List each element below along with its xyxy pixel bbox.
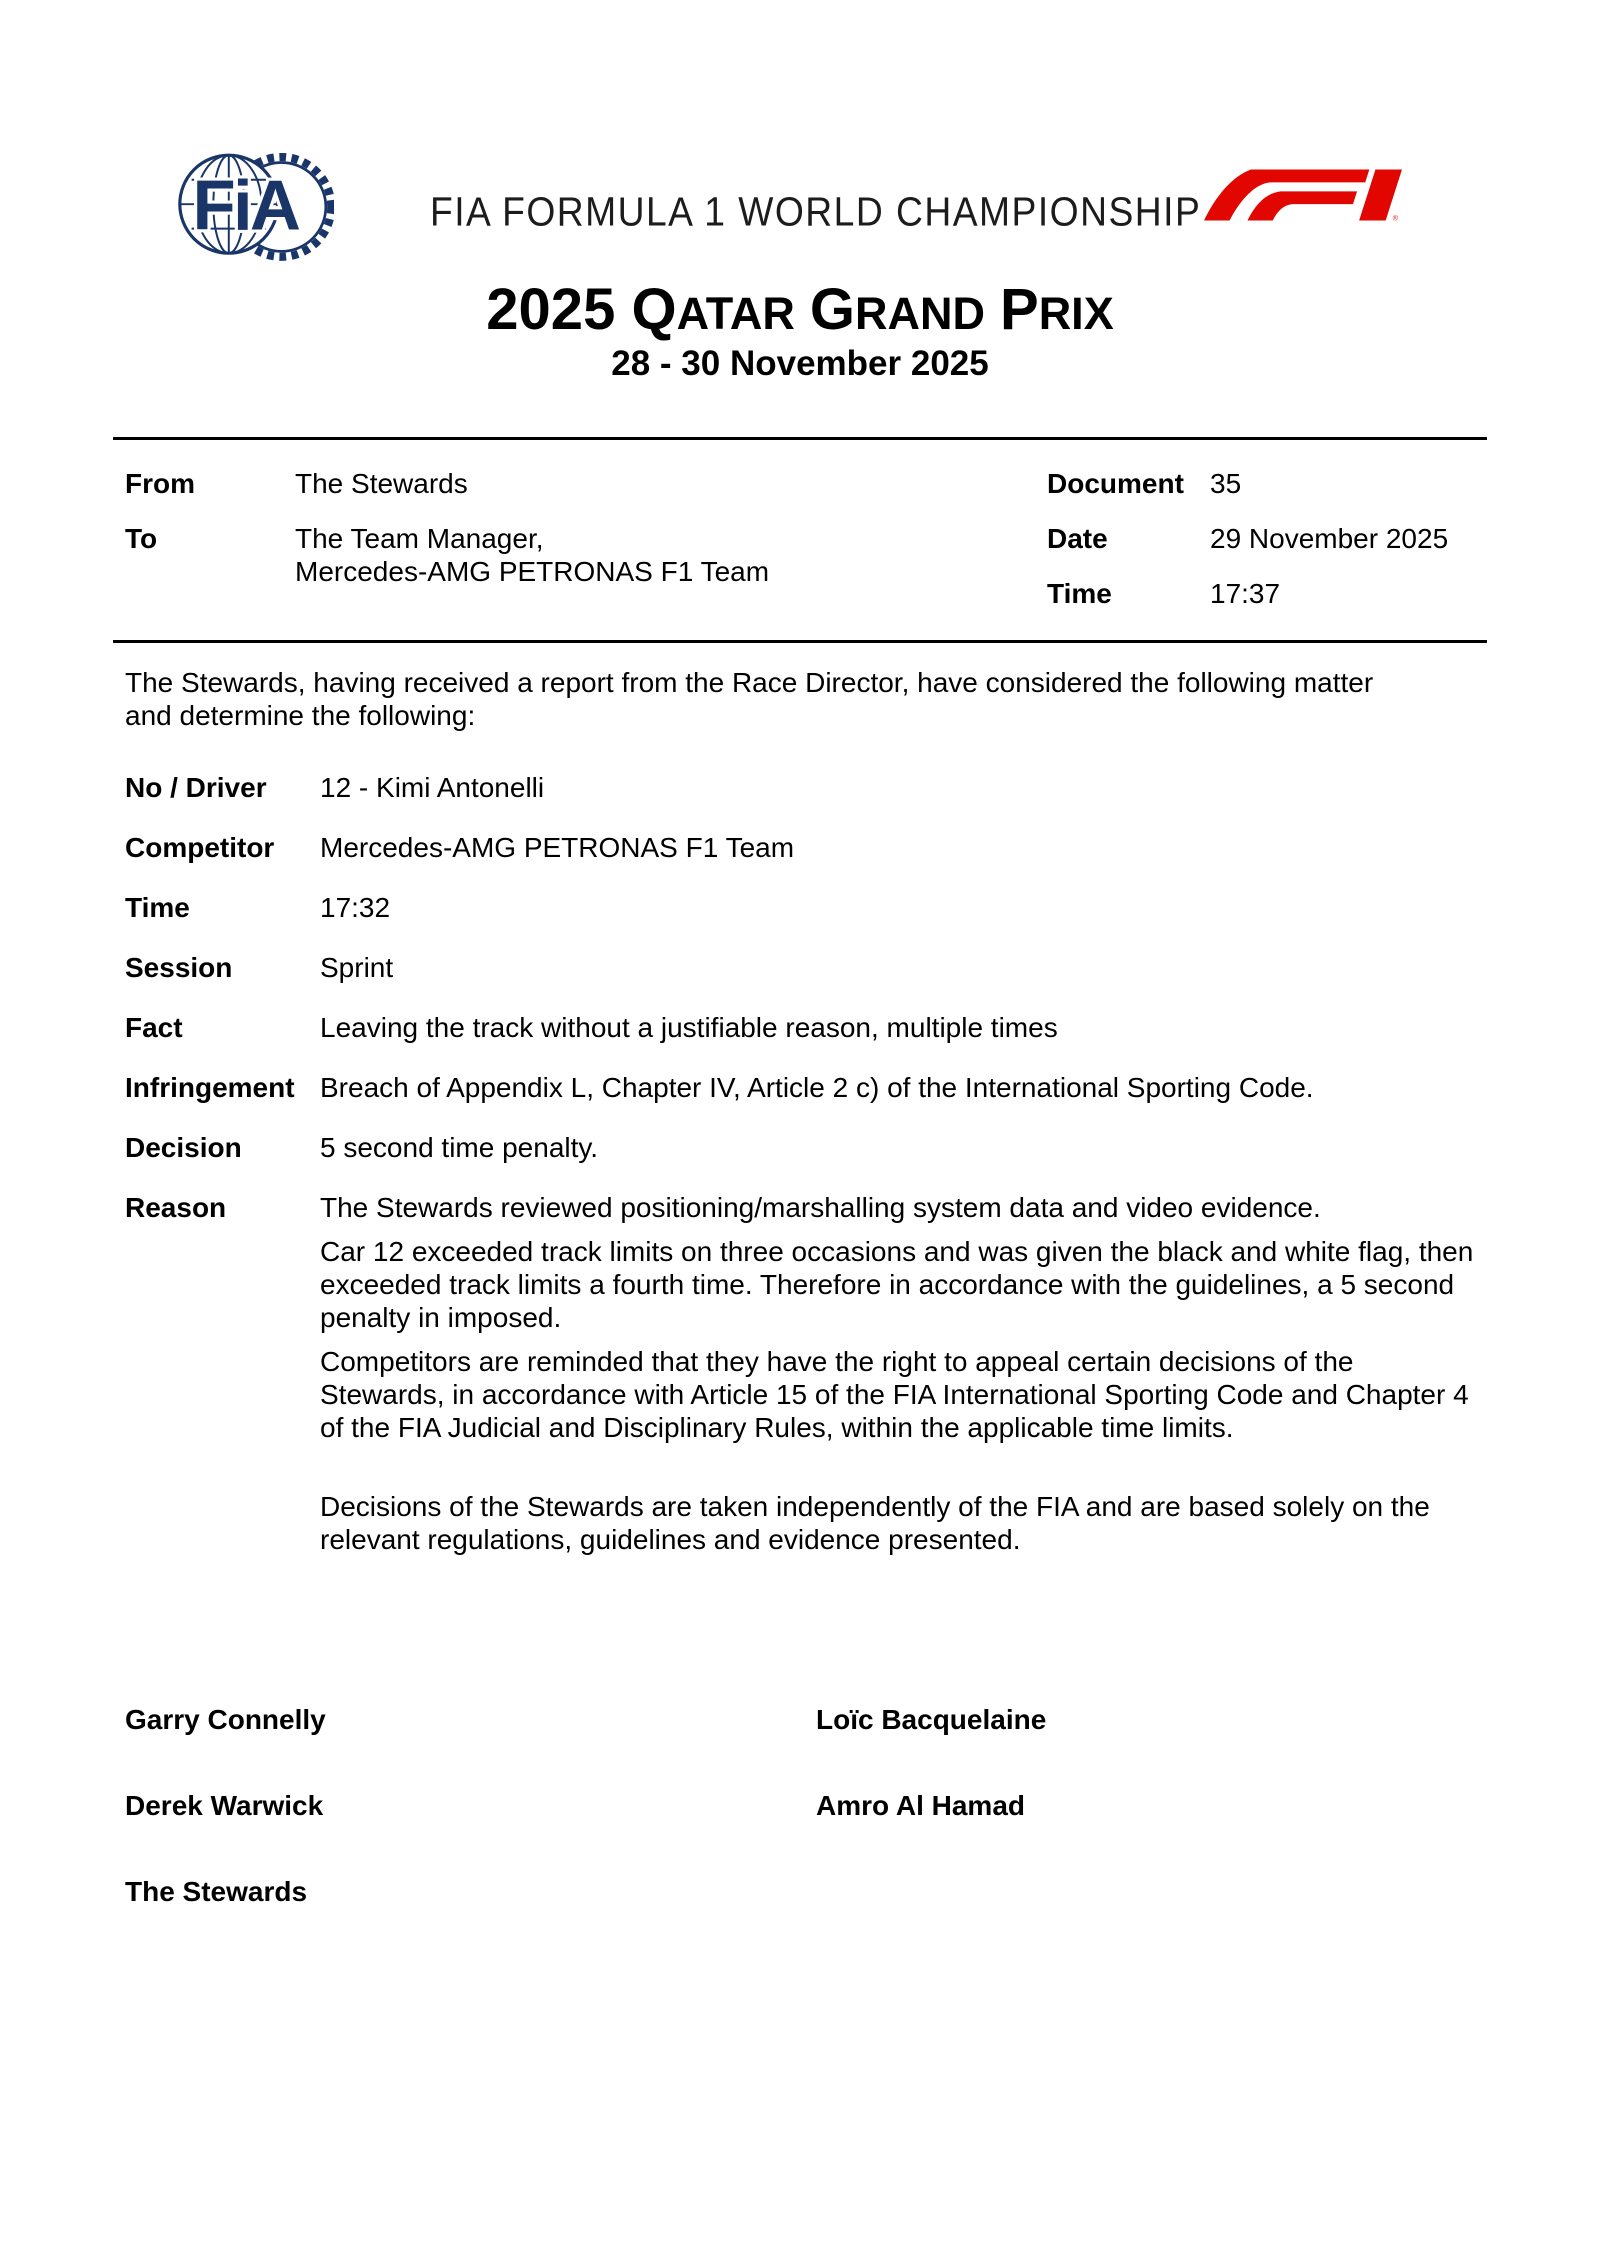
event-title-part: ATAR <box>676 288 795 339</box>
infringement-label: Infringement <box>125 1072 295 1103</box>
f1-logo-icon <box>1203 166 1403 224</box>
reason-paragraph: Competitors are reminded that they have the right to appeal certain decisions of the Stewards, in accordance with Article 15 of the FIA International Sporting Code and Chapter 4 of the FIA Judicial and Disciplinary Rules, within the applicable time limits. <box>320 1346 1469 1443</box>
f1-logo <box>1203 166 1403 224</box>
no-driver-value: 12 - Kimi Antonelli <box>320 772 545 803</box>
incident-time-label: Time <box>125 892 190 923</box>
event-title-part: 2025 Q <box>486 277 677 342</box>
session-label: Session <box>125 952 233 983</box>
time-label: Time <box>1047 578 1112 609</box>
reason-paragraph: The Stewards reviewed positioning/marshalling system data and video evidence. <box>320 1192 1321 1223</box>
signature-steward-1: Garry Connelly <box>125 1704 326 1735</box>
signature-steward-3: Derek Warwick <box>125 1790 324 1821</box>
fia-monogram-text: FiA <box>192 165 299 245</box>
reason-label: Reason <box>125 1192 227 1223</box>
time-value: 17:37 <box>1210 578 1281 609</box>
event-title-part: RAND <box>855 288 985 339</box>
fact-label: Fact <box>125 1012 183 1043</box>
session-value: Sprint <box>320 952 394 983</box>
infringement-value: Breach of Appendix L, Chapter IV, Article 2 c) of the International Sporting Code. <box>320 1072 1314 1103</box>
document-value: 35 <box>1210 468 1242 499</box>
to-label: To <box>125 523 158 554</box>
independence-note: Decisions of the Stewards are taken independently of the FIA and are based solely on the relevant regulations, guidelines and evidence presented. <box>320 1491 1430 1555</box>
to-value-line1: The Team Manager, <box>295 523 544 554</box>
competitor-label: Competitor <box>125 832 275 863</box>
date-label: Date <box>1047 523 1108 554</box>
fia-logo <box>178 142 334 270</box>
fia-globe-gear-icon <box>178 142 334 270</box>
date-value: 29 November 2025 <box>1210 523 1449 554</box>
event-title-part: RIX <box>1038 288 1114 339</box>
decision-label: Decision <box>125 1132 242 1163</box>
from-value: The Stewards <box>295 468 468 499</box>
no-driver-label: No / Driver <box>125 772 267 803</box>
intro-paragraph: The Stewards, having received a report from the Race Director, have considered the following matter and determine the following: <box>125 667 1374 731</box>
document-label: Document <box>1047 468 1184 499</box>
event-dates: 28 - 30 November 2025 <box>611 344 989 383</box>
fact-value: Leaving the track without a justifiable reason, multiple times <box>320 1012 1058 1043</box>
reason-paragraph: Car 12 exceeded track limits on three occasions and was given the black and white flag, then exceeded track limits a fourth time. Therefore in accordance with the guidelines, a 5 second penalty in imposed. <box>320 1236 1474 1333</box>
signature-steward-4: Amro Al Hamad <box>816 1790 1026 1821</box>
incident-time-value: 17:32 <box>320 892 391 923</box>
to-value <box>295 522 769 588</box>
signature-the-stewards: The Stewards <box>125 1876 308 1907</box>
competitor-value: Mercedes-AMG PETRONAS F1 Team <box>320 832 795 863</box>
event-title-part: P <box>1000 277 1039 342</box>
from-label: From <box>125 468 195 499</box>
event-title-part: G <box>809 277 855 342</box>
f1-registered-mark: ® <box>1392 215 1398 223</box>
meta-table <box>113 437 1487 643</box>
signature-steward-2: Loïc Bacquelaine <box>816 1704 1047 1735</box>
reason-body <box>320 1191 1480 1556</box>
to-value-line2: Mercedes-AMG PETRONAS F1 Team <box>295 556 770 587</box>
championship-title: FIA FORMULA 1 WORLD CHAMPIONSHIP <box>430 190 1202 236</box>
decision-value: 5 second time penalty. <box>320 1132 599 1163</box>
